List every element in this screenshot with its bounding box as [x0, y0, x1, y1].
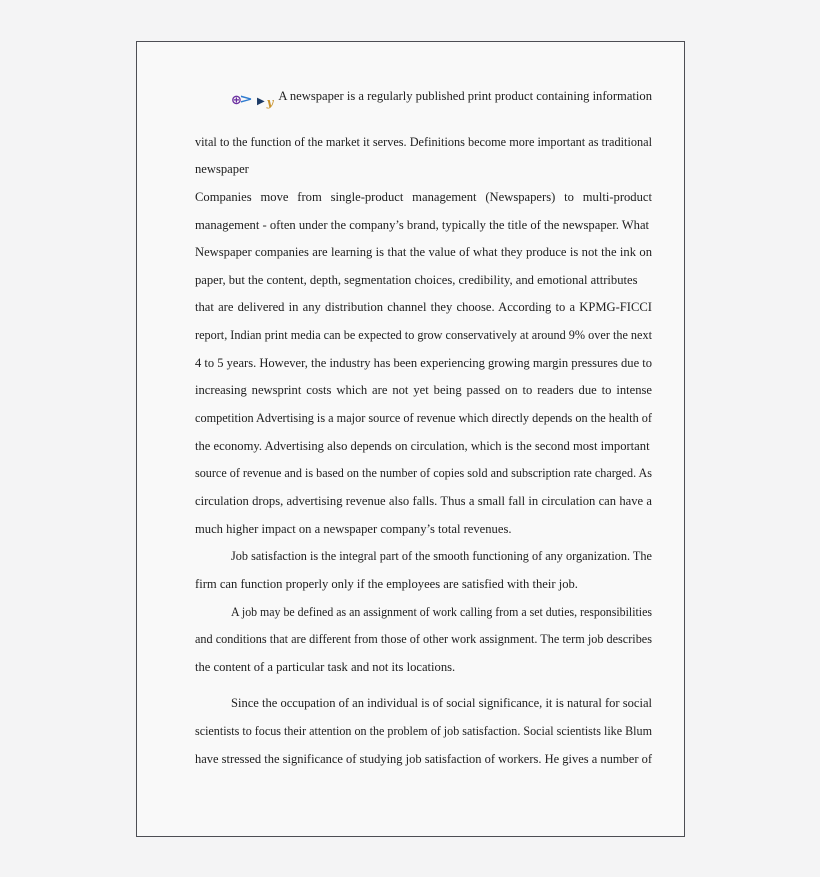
text-line: vital to the function of the market it serves. Definitions become more important as traditional	[195, 134, 652, 149]
text-line: and conditions that are different from those of other work assignment. The term job describes	[195, 632, 652, 647]
text-line: management - often under the company’s brand, typically the title of the newspaper. What	[195, 217, 650, 232]
text-line: newspaper	[195, 162, 249, 177]
text-line: paper, but the content, depth, segmentation choices, credibility, and emotional attributes	[195, 272, 638, 287]
text-line: 4 to 5 years. However, the industry has been experiencing growing margin pressures due to	[195, 355, 652, 370]
text-line: the content of a particular task and not its locations.	[195, 659, 456, 674]
document-body	[195, 83, 652, 773]
object-anchor-icons	[231, 92, 274, 109]
text-line: competition Advertising is a major source of revenue which directly depends on the health of	[195, 411, 652, 426]
text-line: ⊕> ▶ y A newspaper is a regularly published print product containing information	[231, 89, 652, 109]
text-line: much higher impact on a newspaper company’s total revenues.	[195, 521, 512, 536]
text-line: circulation drops, advertising revenue also falls. Thus a small fall in circulation can have a	[195, 493, 652, 508]
text-line: have stressed the significance of studying job satisfaction of workers. He gives a number of	[195, 751, 652, 766]
text-line: Since the occupation of an individual is of social significance, it is natural for social	[231, 696, 652, 711]
text-line: firm can function properly only if the employees are satisfied with their job.	[195, 576, 578, 591]
text-line: that are delivered in any distribution channel they choose. According to a KPMG-FICCI	[195, 300, 652, 315]
arrowhead-right-icon: >	[239, 92, 253, 106]
text-line: the economy. Advertising also depends on circulation, which is the second most important	[195, 438, 650, 453]
text-line: scientists to focus their attention on the problem of job satisfaction. Social scientists like Blum	[195, 724, 652, 739]
text-line: Newspaper companies are learning is that the value of what they produce is not the ink on	[195, 245, 652, 260]
text-line: source of revenue and is based on the number of copies sold and subscription rate charged. As	[195, 466, 652, 481]
triangle-right-icon: ▶	[256, 96, 265, 107]
text-line: A job may be defined as an assignment of work calling from a set duties, responsibilities	[231, 604, 652, 619]
text-line: Companies move from single-product management (Newspapers) to multi-product	[195, 189, 652, 204]
anchor-target-icon: ⊕	[231, 93, 242, 108]
text-line: increasing newsprint costs which are not yet being passed on to readers due to intense	[195, 383, 652, 398]
text-line: Job satisfaction is the integral part of the smooth functioning of any organization. The	[231, 549, 652, 564]
y-mark-icon: y	[266, 95, 274, 109]
document-page	[136, 41, 685, 837]
text-line: report, Indian print media can be expected to grow conservatively at around 9% over the next	[195, 328, 652, 343]
